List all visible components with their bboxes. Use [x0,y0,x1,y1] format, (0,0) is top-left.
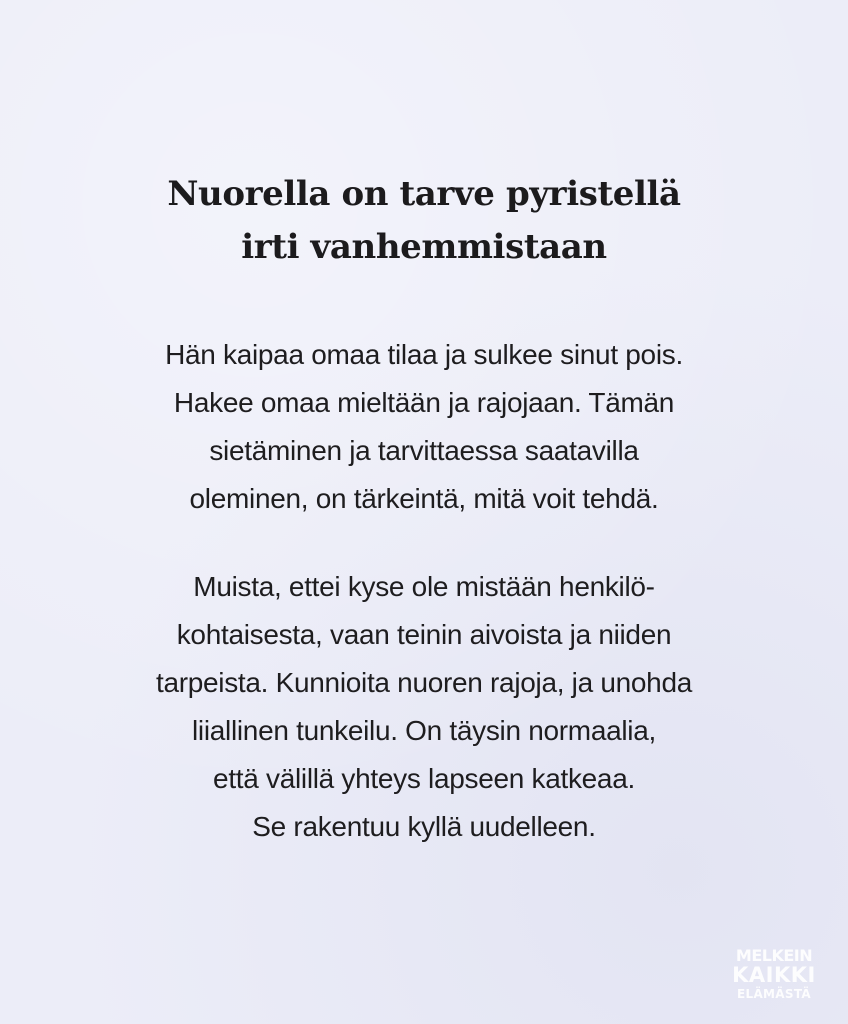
paragraph-line: että välillä yhteys lapseen katkeaa. [213,763,635,794]
paragraph-line: liiallinen tunkeilu. On täysin normaalia, [192,715,656,746]
brand-logo [724,948,824,1000]
body-paragraph-2 [0,563,848,851]
paragraph-line: Hakee omaa mieltään ja rajojaan. Tämän [173,387,675,418]
paragraph-line: Hän kaipaa omaa tilaa ja sulkee sinut pois. [165,339,683,370]
logo-line: KAIKKI [732,963,816,987]
paragraph-line: Se rakentuu kyllä uudelleen. [252,811,596,842]
paragraph-line: kohtaisesta, vaan teinin aivoista ja niiden [176,619,672,650]
paragraph-line: sietäminen ja tarvittaessa saatavilla [209,435,639,466]
title-line: Nuorella on tarve pyristellä [167,174,681,214]
title-line: irti vanhemmistaan [241,227,607,267]
paragraph-line: tarpeista. Kunnioita nuoren rajoja, ja unohda [155,667,692,698]
logo-line: MELKEIN [735,946,813,965]
logo-line: ELÄMÄSTÄ [737,987,811,1001]
body-paragraph-1 [0,331,848,523]
page-title [0,168,848,274]
paragraph-line: Muista, ettei kyse ole mistään henkilö- [193,571,655,602]
paragraph-line: oleminen, on tärkeintä, mitä voit tehdä. [189,483,659,514]
